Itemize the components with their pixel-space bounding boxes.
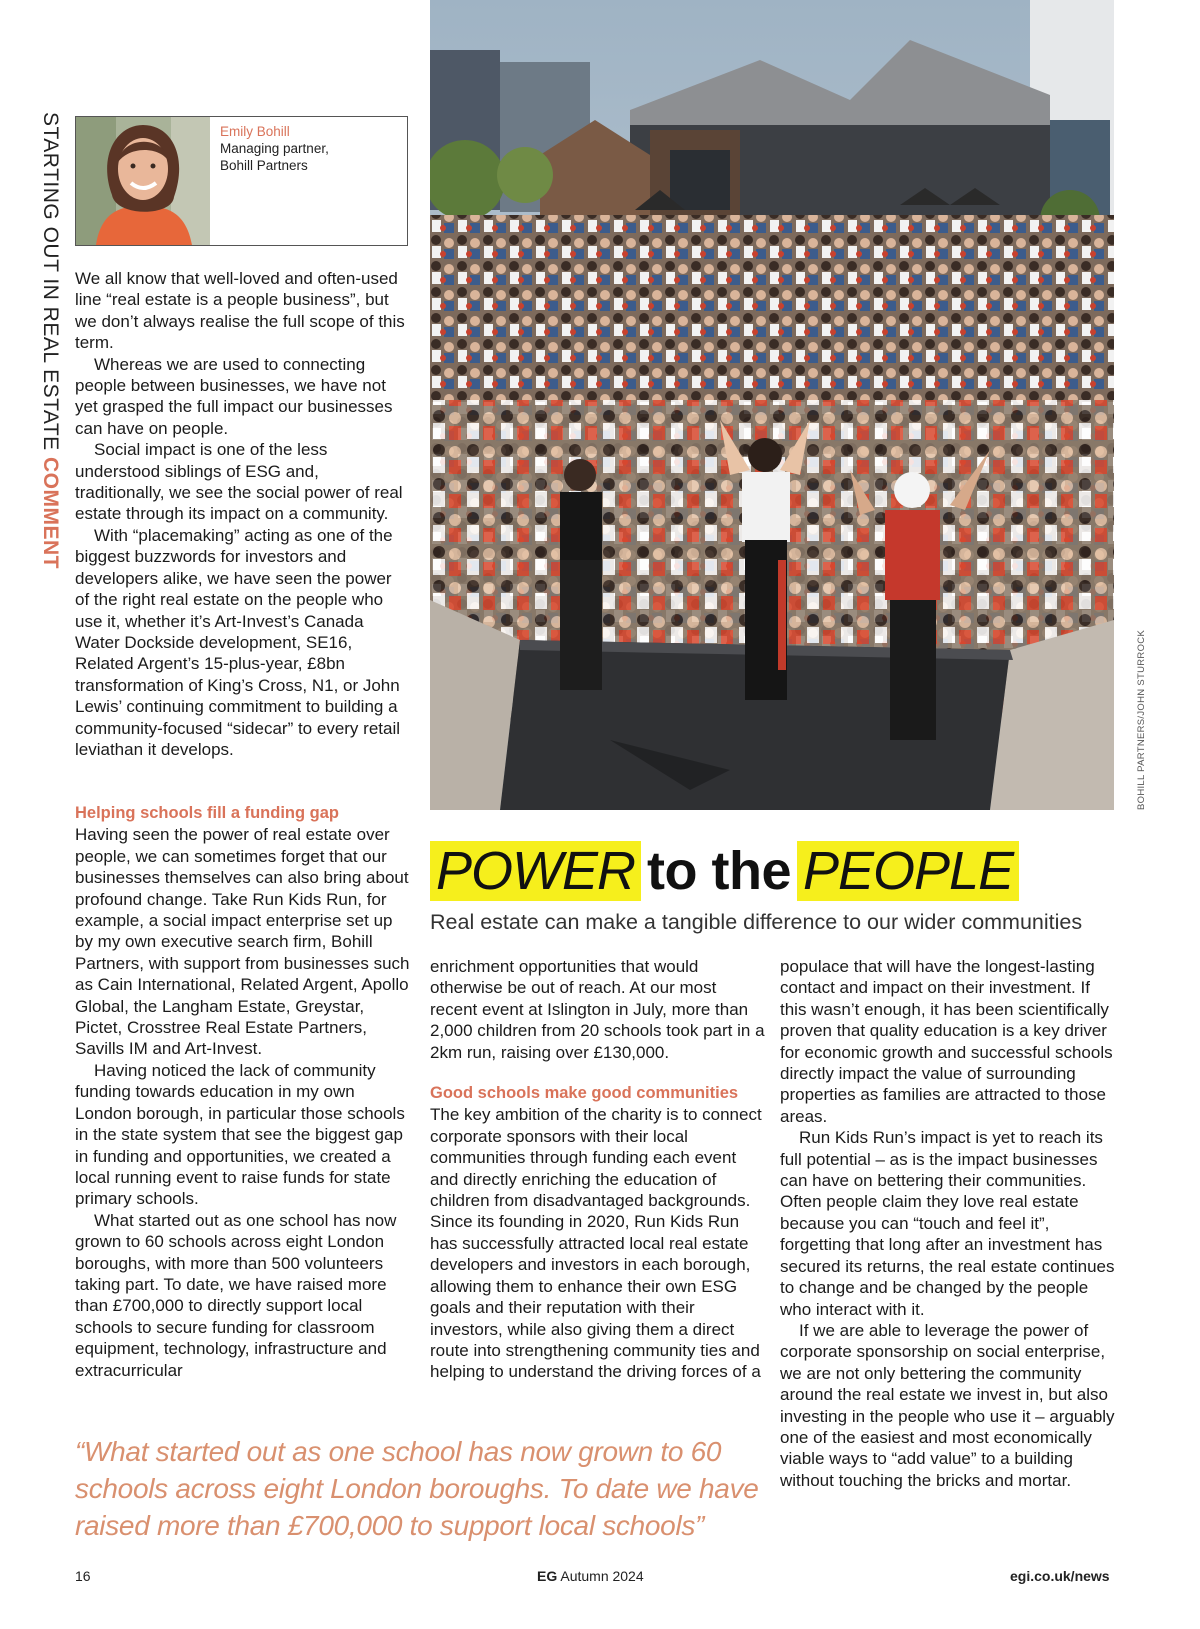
website-link[interactable]: egi.co.uk/news [1010,1568,1110,1584]
body-paragraph: Whereas we are used to connecting people between businesses, we have not yet grasped the full impact our businesses can have on people. [75,354,393,438]
section-label-main: STARTING OUT IN REAL ESTATE [39,112,62,457]
body-paragraph: Having noticed the lack of community funding towards education in my own London borough, in particular those schools in the state system that see the biggest gap in funding and opportunities, we created a local running event to raise funds for state primary schools. [75,1060,405,1209]
crowd-event-image [430,0,1114,810]
magazine-issue [537,1568,644,1584]
section-label [14,112,74,572]
headline-to-the: to the [647,841,791,901]
body-paragraph: Run Kids Run’s impact is yet to reach its full potential – as is the impact businesses can have on bettering their communities. Often people claim they love real estate because you can “touch and feel it”, forgetting that long after an investment has secured its returns, the real estate continues to change and be changed by the people who interact with it. [780,1128,1115,1319]
body-paragraph: If we are able to leverage the power of corporate sponsorship on social enterprise, we are not only bettering the community around the real estate we invest in, but also investing in the people who use it – arguably one of the easiest and most economically viable ways to “add value” to a building without touching the bricks and mortar. [780,1320,1115,1490]
body-column-3 [780,956,1120,1491]
body-column-1-upper [75,268,410,760]
body-paragraph: populace that will have the longest-lasting contact and impact on their investment. If this wasn’t enough, it has been scientifically proven that quality education is a key driver for economic growth and successful schools directly impact the value of surrounding properties as families are attracted to those areas. [780,957,1113,1126]
body-paragraph: enrichment opportunities that would otherwise be out of reach. At our most recent event at Islington in July, more than 2,000 children from 20 schools took part in a 2km run, raising over £130,000. [430,957,765,1062]
magazine-name: EG [537,1568,558,1584]
author-portrait-image [76,117,210,245]
subhead-funding-gap: Helping schools fill a funding gap [75,804,339,822]
body-paragraph: With “placemaking” acting as one of the biggest buzzwords for investors and developers alike, we have seen the power of the right real estate on the people who use it, whether it’s Art-Invest’s Canada Water Dockside development, SE16, Related Argent’s 15-plus-year, £8bn transformation of King’s Cross, N1, or John Lewis’ continuing commitment to building a community-focused “sidecar” to every retail leviathan it develops. [75,525,401,759]
magazine-issue-date: Autumn 2024 [557,1568,644,1584]
author-text [220,123,329,174]
body-column-1-lower [75,803,410,1381]
body-paragraph: Having seen the power of real estate over people, we can sometimes forget that our businesses themselves can also bring about profound change. Take Run Kids Run, for example, a social impact enterprise set up by my own executive search firm, Bohill Partners, with support from businesses such as Cain International, Related Argent, Apollo Global, the Langham Estate, Greystar, Pictet, Crosstree Real Estate Partners, Savills IM and Art-Invest. [75,825,410,1059]
body-column-2 [430,956,768,1383]
author-photo [76,117,210,245]
author-role-line2: Bohill Partners [220,158,308,173]
pull-quote: “What started out as one school has now grown to 60 schools across eight London boroughs. To date we have raised more than £700,000 to support local schools” [75,1436,759,1541]
body-paragraph: What started out as one school has now grown to 60 schools across eight London boroughs, with more than 500 volunteers taking part. To date, we have raised more than £700,000 to directly support local schools to secure funding for classroom equipment, technology, infrastructure and extracurricular [75,1210,397,1380]
body-paragraph: We all know that well-loved and often-used line “real estate is a people business”, but we don’t always realise the full scope of this term. [75,269,405,353]
page-number: 16 [75,1568,91,1584]
author-box [75,116,408,246]
subhead-good-schools: Good schools make good communities [430,1084,739,1103]
hero-photo [430,0,1114,810]
body-paragraph: Social impact is one of the less understood siblings of ESG and, traditionally, we see the social power of real estate through its impact on a community. [75,440,403,524]
standfirst: Real estate can make a tangible difference to our wider communities [430,910,1083,934]
author-role-line1: Managing partner, [220,141,329,156]
author-name: Emily Bohill [220,124,290,139]
photo-credit: BOHILL PARTNERS/JOHN STURROCK [1136,629,1147,810]
headline-people: PEOPLE [797,841,1019,901]
body-paragraph: The key ambition of the charity is to connect corporate sponsors with their local communities through funding each event and directly enriching the education of children from disadvantaged backgrounds. Since its founding in 2020, Run Kids Run has successfully attracted local real estate developers and investors in each borough, allowing them to enhance their own ESG goals and their reputation with their investors, while also giving them a direct route into strengthening community ties and helping to understand the driving forces of a [430,1105,762,1382]
section-label-accent: COMMENT [39,457,62,569]
headline [430,842,1019,900]
performer-left [560,459,602,690]
headline-power: POWER [430,841,641,901]
